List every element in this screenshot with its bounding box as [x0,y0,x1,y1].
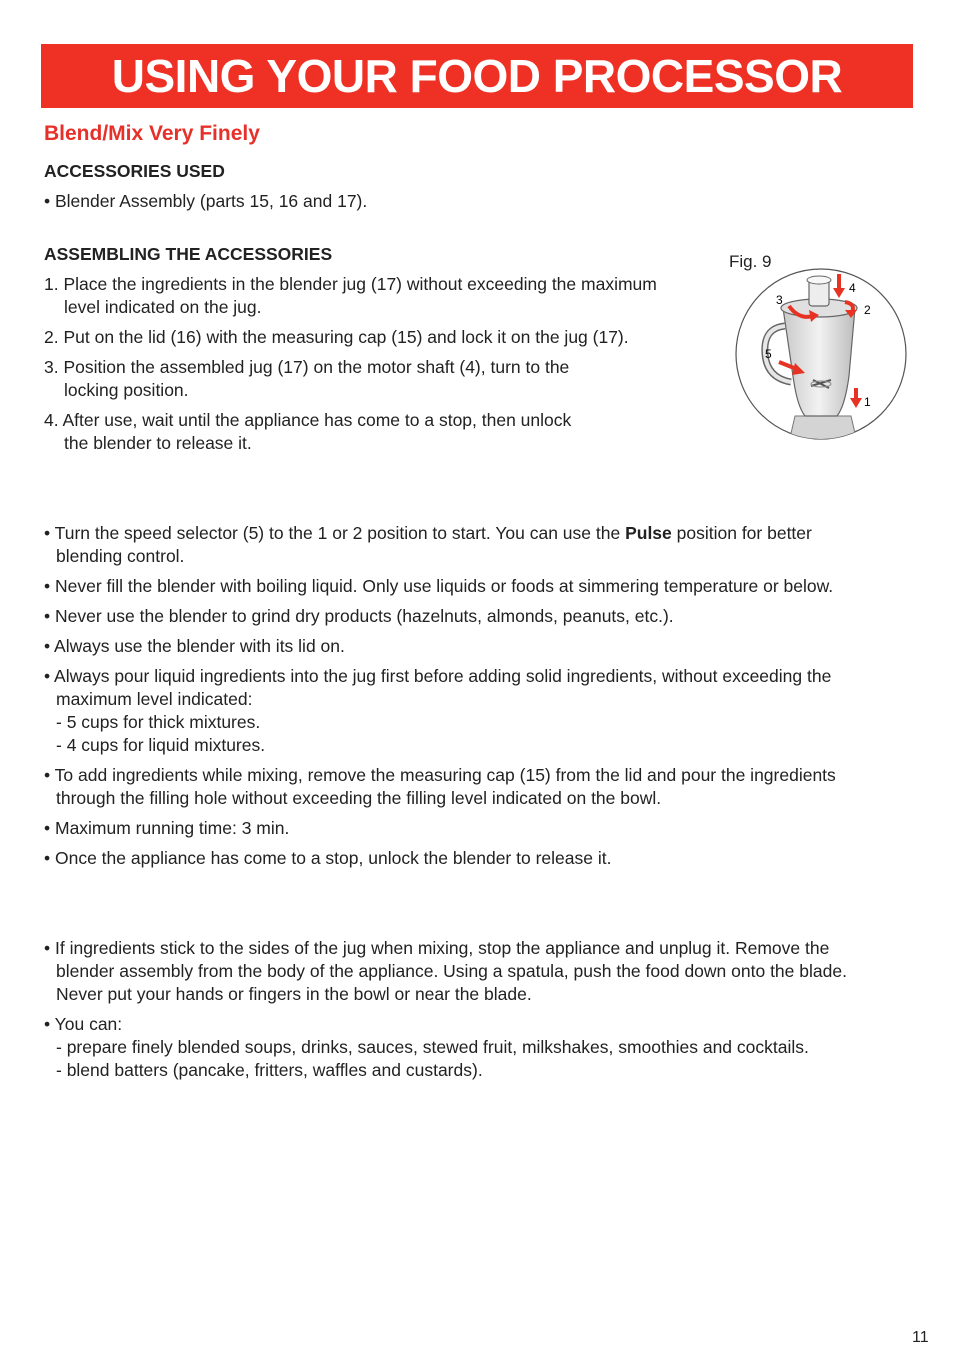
note-6-line-1: • To add ingredients while mixing, remove the measuring cap (15) from the lid and pour the ingredients [44,765,836,785]
section-subtitle: Blend/Mix Very Finely [44,122,260,145]
page-number: 11 [912,1329,929,1346]
pulse-keyword: Pulse [625,523,672,543]
assembling-heading: ASSEMBLING THE ACCESSORIES [44,244,333,264]
note-7: • Maximum running time: 3 min. [44,818,290,838]
step-1-line-2: level indicated on the jug. [64,297,262,317]
note-5-line-2: maximum level indicated: [56,689,253,709]
step-2: 2. Put on the lid (16) with the measuring cap (15) and lock it on the jug (17). [44,327,629,347]
accessories-heading: ACCESSORIES USED [44,161,225,181]
note-5-line-4: - 4 cups for liquid mixtures. [56,735,266,755]
callout-1: 1 [864,395,871,409]
tip-1-line-1: • If ingredients stick to the sides of the jug when mixing, stop the appliance and unplug it. Remove the [44,938,830,958]
callout-5: 5 [765,347,772,361]
callout-3: 3 [776,293,783,307]
tip-2-line-3: - blend batters (pancake, fritters, waffles and custards). [56,1060,483,1080]
note-2: • Never fill the blender with boiling liquid. Only use liquids or foods at simmering temperature or below. [44,576,834,596]
title-banner [41,44,913,108]
step-4-line-2: the blender to release it. [64,433,252,453]
step-3-line-1: 3. Position the assembled jug (17) on the motor shaft (4), turn to the [44,357,570,377]
figure-label: Fig. 9 [729,252,772,271]
note-3: • Never use the blender to grind dry products (hazelnuts, almonds, peanuts, etc.). [44,606,674,626]
note-6-line-2: through the filling hole without exceeding the filling level indicated on the bowl. [56,788,662,808]
tip-1-line-3: Never put your hands or fingers in the bowl or near the blade. [56,984,532,1004]
note-5-line-3: - 5 cups for thick mixtures. [56,712,261,732]
callout-2: 2 [864,303,871,317]
note-1-line-1: • Turn the speed selector (5) to the 1 or 2 position to start. You can use the Pulse position for better [44,523,812,543]
note-5-line-1: • Always pour liquid ingredients into the jug first before adding solid ingredients, without exceeding the [44,666,832,686]
note-1-line-2: blending control. [56,546,185,566]
accessories-item: • Blender Assembly (parts 15, 16 and 17). [44,191,368,211]
tip-2-line-2: - prepare finely blended soups, drinks, sauces, stewed fruit, milkshakes, smoothies and cocktails. [56,1037,809,1057]
step-4-line-1: 4. After use, wait until the appliance has come to a stop, then unlock [44,410,572,430]
step-1-line-1: 1. Place the ingredients in the blender jug (17) without exceeding the maximum [44,274,657,294]
tip-2-line-1: • You can: [44,1014,123,1034]
blender-assembly-figure [733,266,909,442]
note-8: • Once the appliance has come to a stop, unlock the blender to release it. [44,848,612,868]
step-3-line-2: locking position. [64,380,189,400]
tip-1-line-2: blender assembly from the body of the appliance. Using a spatula, push the food down onto the blade. [56,961,847,981]
page-title: USING YOUR FOOD PROCESSOR [111,50,843,102]
callout-4: 4 [849,281,856,295]
note-4: • Always use the blender with its lid on. [44,636,345,656]
